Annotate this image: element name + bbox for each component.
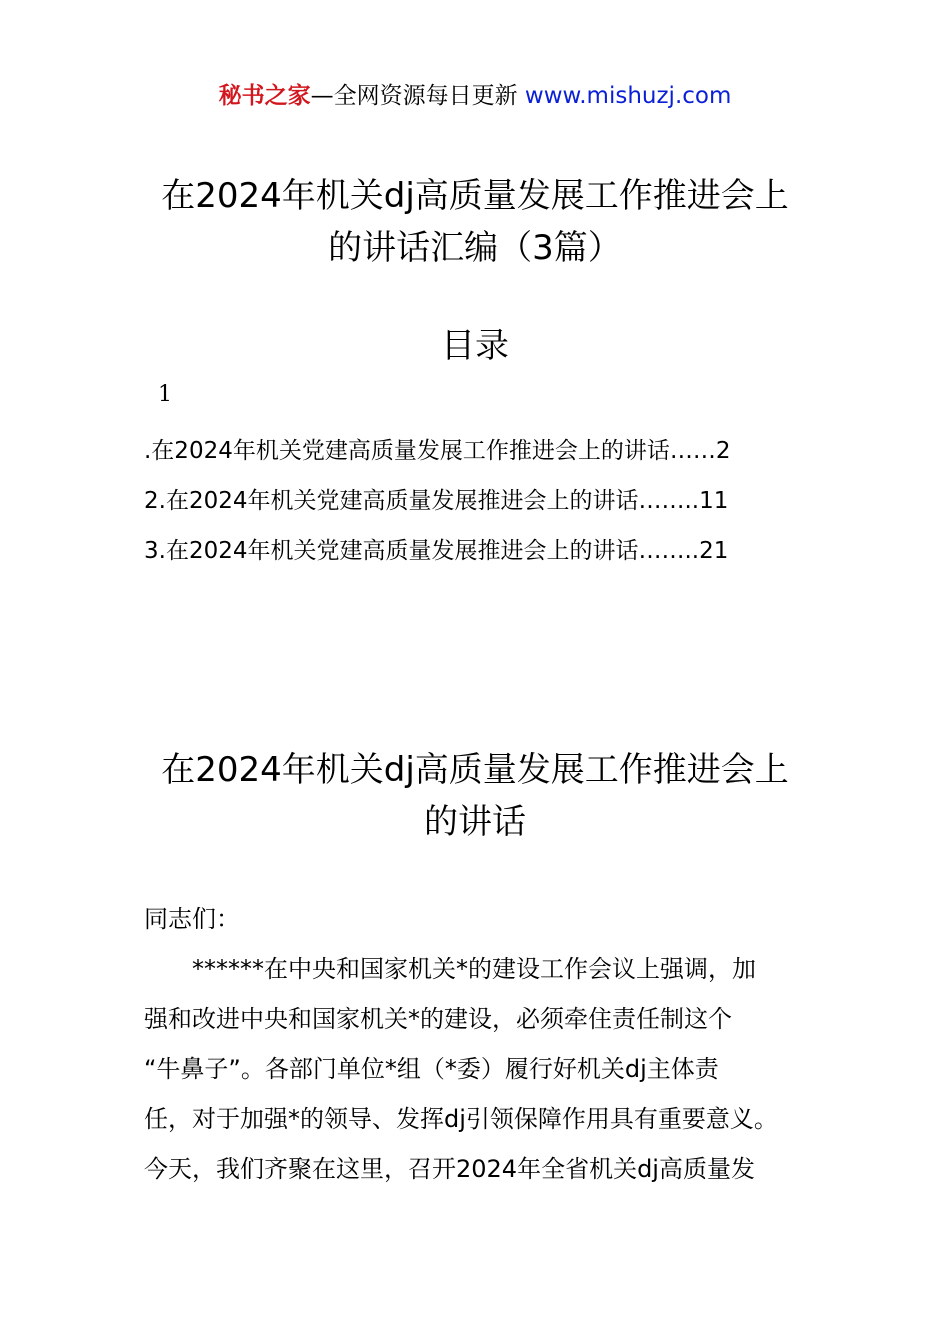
section-title	[0, 744, 950, 848]
table-of-contents	[144, 426, 814, 576]
site-url-link[interactable]: www.mishuzj.com	[524, 83, 732, 109]
brand-name: 秘书之家	[218, 83, 311, 109]
paragraph-line: ******在中央和国家机关*的建设工作会议上强调，加	[192, 955, 756, 983]
section-title-line: 的讲话	[424, 802, 526, 842]
salutation: 同志们：	[144, 905, 240, 933]
document-title	[0, 170, 950, 274]
toc-stray-number: 1	[158, 382, 172, 407]
paragraph-line: 任，对于加强*的领导、发挥dj引领保障作用具有重要意义。	[144, 1105, 778, 1133]
paragraph-line: “牛鼻子”。各部门单位*组（*委）履行好机关dj主体责	[144, 1055, 719, 1083]
body-paragraph	[144, 944, 824, 1194]
speech-body	[144, 894, 824, 1194]
header-tagline: —全网资源每日更新	[310, 83, 525, 109]
document-title-line: 在2024年机关dj高质量发展工作推进会上	[161, 176, 789, 216]
toc-heading: 目录	[441, 326, 509, 366]
paragraph-line: 今天，我们齐聚在这里，召开2024年全省机关dj高质量发	[144, 1155, 755, 1183]
section-title-line: 在2024年机关dj高质量发展工作推进会上	[161, 750, 789, 790]
paragraph-line: 强和改进中央和国家机关*的建设，必须牵住责任制这个	[144, 1005, 732, 1033]
toc-entry[interactable]: .在2024年机关党建高质量发展工作推进会上的讲话……2	[144, 438, 731, 464]
toc-entry[interactable]: 2.在2024年机关党建高质量发展推进会上的讲话……..11	[144, 488, 729, 514]
toc-entry[interactable]: 3.在2024年机关党建高质量发展推进会上的讲话……..21	[144, 538, 729, 564]
site-header	[0, 80, 950, 112]
document-title-line: 的讲话汇编（3篇）	[328, 228, 622, 268]
